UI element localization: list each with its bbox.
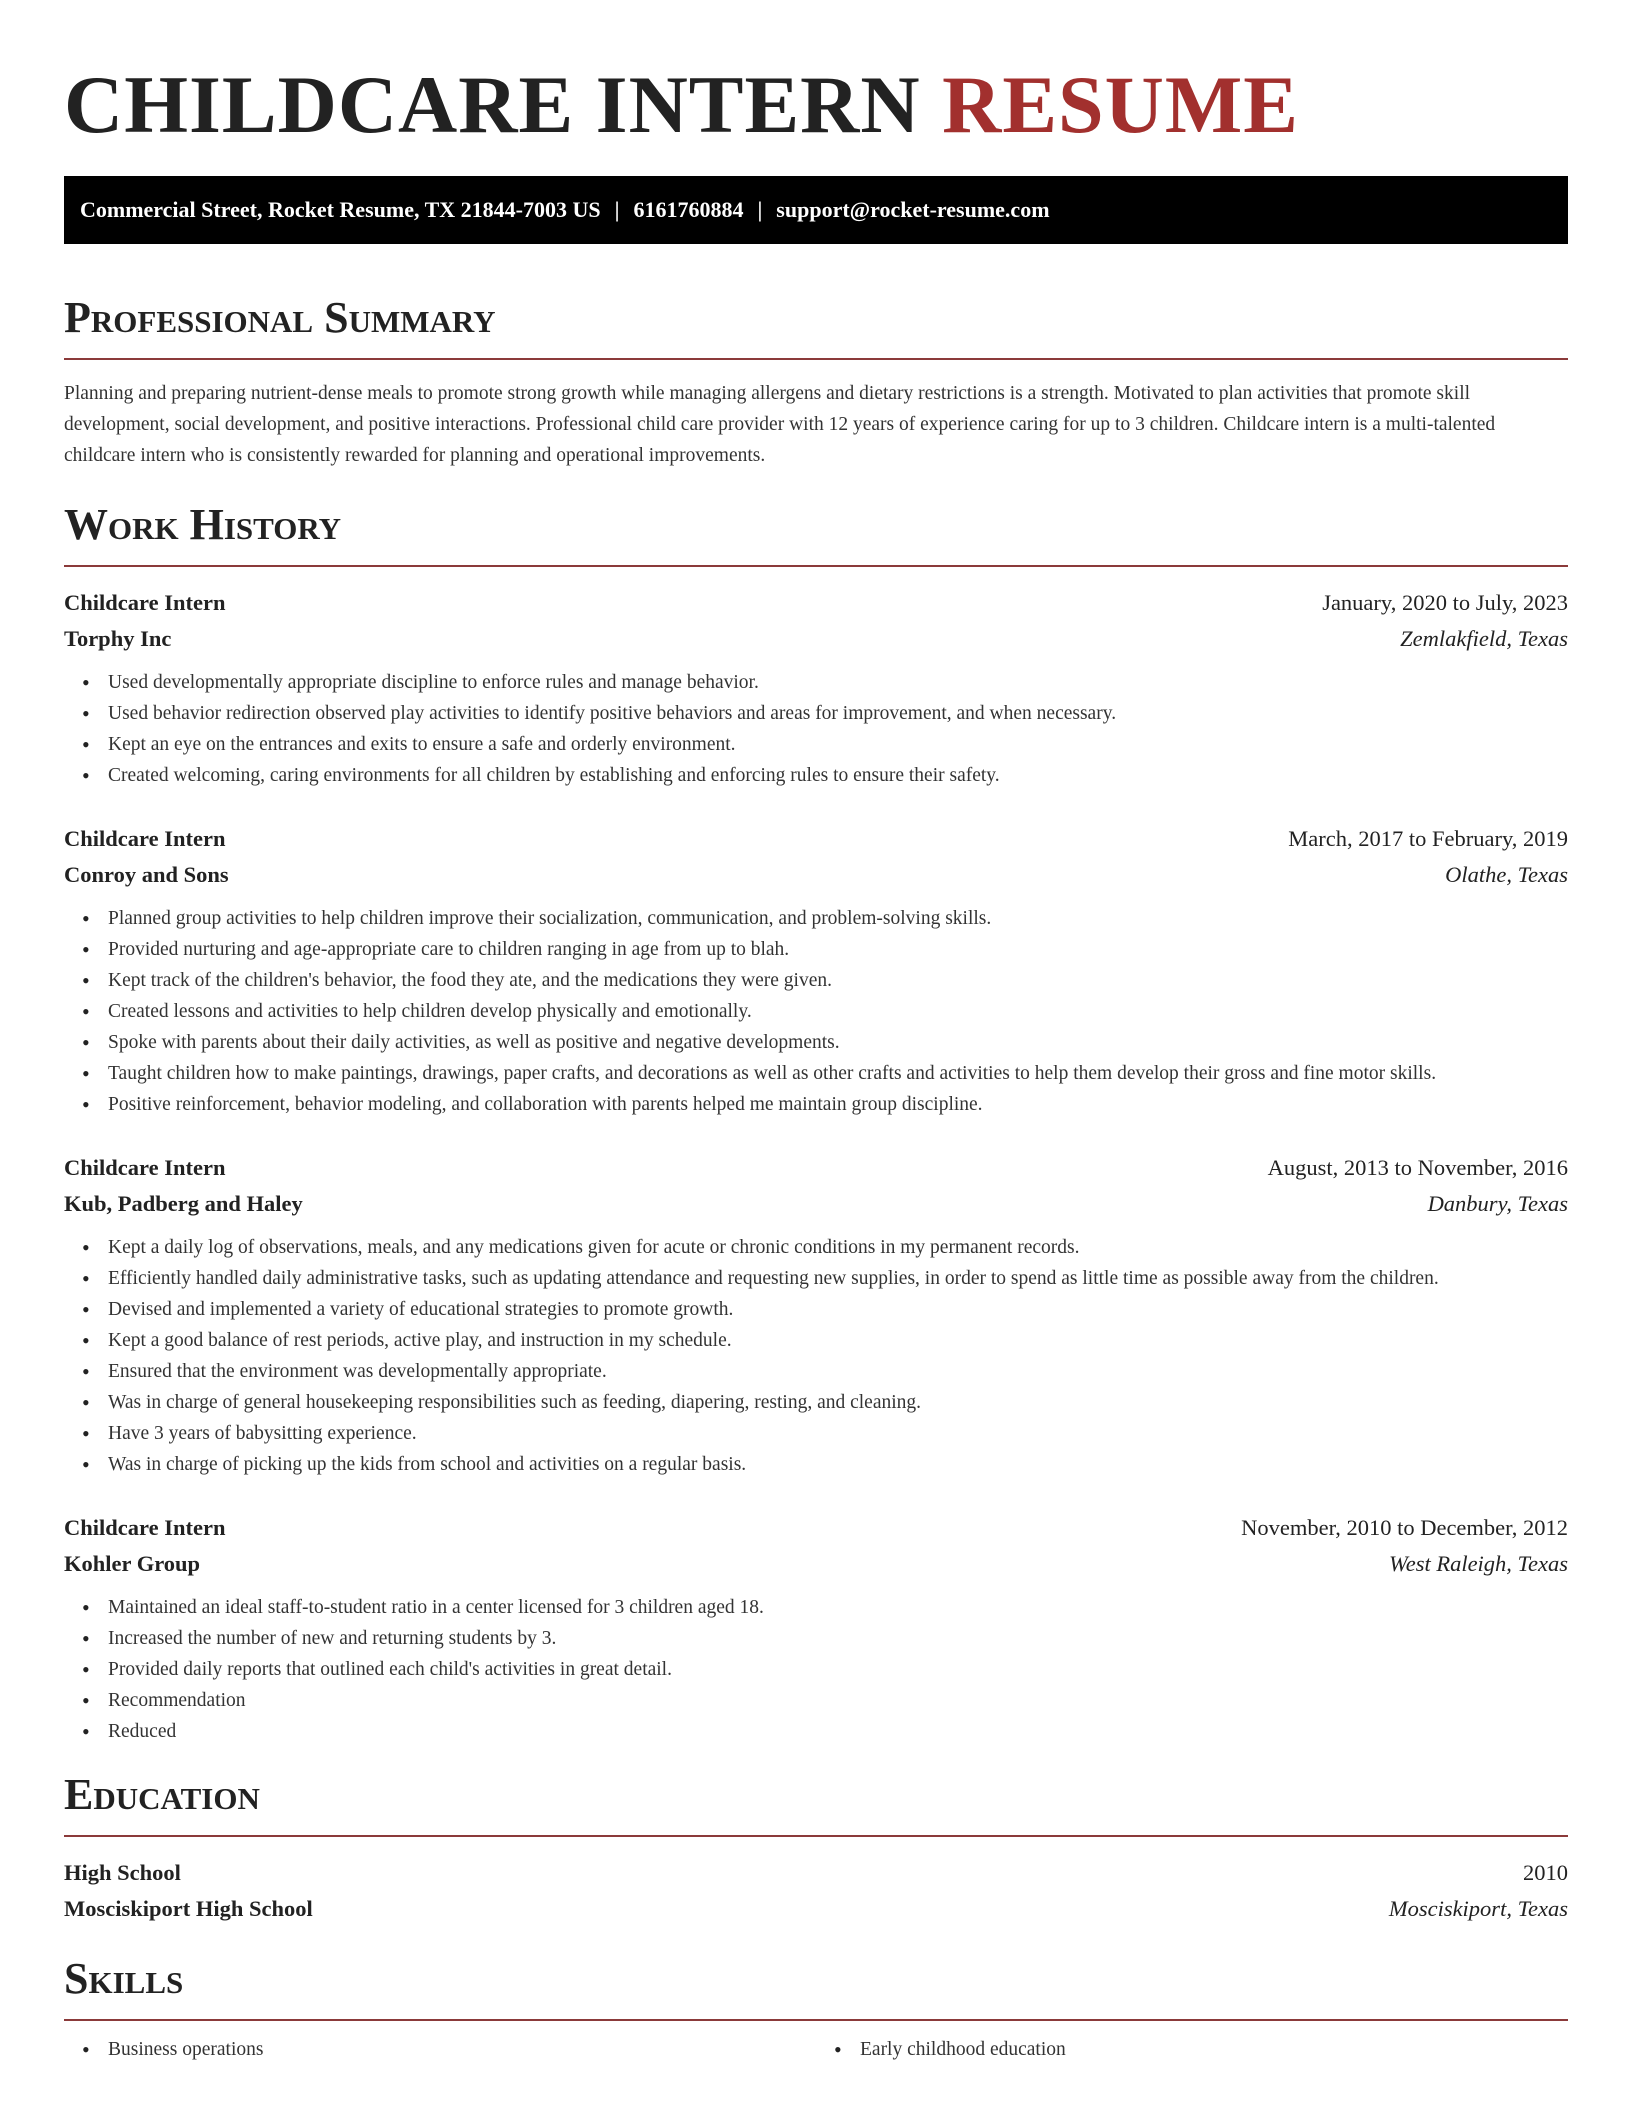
job-location: Danbury, Texas [1427,1191,1568,1216]
summary-text: Planning and preparing nutrient-dense meals to promote strong growth while managing allergens and dietary restrictions is a strength. Motivated to plan activities that promote skill development, social development, and positive interactions. Professional child care provider with 12 years of experience caring for up to 3 children. Childcare intern is a multi-talented childcare intern who is consistently rewarded for planning and operational improvements. [64,383,1496,466]
contact-email[interactable]: support@rocket-resume.com [776,197,1050,222]
work-history-heading: Work History [64,499,1568,567]
job-company-row [64,1546,1568,1582]
education-degree-row [64,1855,1568,1891]
job-duties-list [64,667,1568,791]
title-accent: RESUME [942,59,1299,150]
list-item: • Provided daily reports that outlined each child's activities in great detail. [64,1654,1568,1685]
list-item: • Created lessons and activities to help children develop physically and emotionally. [64,996,1568,1027]
job-location: Zemlakfield, Texas [1400,626,1568,651]
job-title-row [64,585,1568,621]
list-item: • Provided nurturing and age-appropriate care to children ranging in age from up to blah. [64,934,1568,965]
list-item: • Kept a good balance of rest periods, active play, and instruction in my schedule. [64,1325,1568,1356]
job-title: Childcare Intern [64,1155,226,1180]
list-item: • Taught children how to make paintings, drawings, paper crafts, and decorations as well as other crafts and activities to help them develop their gross and fine motor skills. [64,1058,1568,1089]
list-item: • Was in charge of general housekeeping responsibilities such as feeding, diapering, resting, and cleaning. [64,1387,1568,1418]
job-title: Childcare Intern [64,1515,226,1540]
job-company: Torphy Inc [64,626,172,651]
list-item: • Have 3 years of babysitting experience. [64,1418,1568,1449]
education-school: Mosciskiport High School [64,1896,313,1921]
list-item: • Kept track of the children's behavior, the food they ate, and the medications they were given. [64,965,1568,996]
contact-address: Commercial Street, Rocket Resume, TX 21844-7003 US [80,197,601,222]
skill-item: • Business operations [64,2035,816,2065]
job-duties-list [64,903,1568,1120]
job-entry [64,821,1568,1120]
list-item: • Recommendation [64,1685,1568,1716]
skills-column-left [64,2035,816,2065]
job-title-row [64,1510,1568,1546]
job-dates: November, 2010 to December, 2012 [1241,1515,1568,1540]
list-item: • Efficiently handled daily administrative tasks, such as updating attendance and requesting new supplies, in order to spend as little time as possible away from the children. [64,1263,1568,1294]
job-entry [64,1510,1568,1747]
contact-separator: | [757,197,763,222]
job-company: Kohler Group [64,1551,201,1576]
list-item: • Devised and implemented a variety of educational strategies to promote growth. [64,1294,1568,1325]
job-location: West Raleigh, Texas [1389,1551,1568,1576]
list-item: • Used developmentally appropriate discipline to enforce rules and manage behavior. [64,667,1568,698]
job-company: Conroy and Sons [64,862,229,887]
resume-title [64,0,1568,176]
job-dates: January, 2020 to July, 2023 [1322,590,1568,615]
job-dates: March, 2017 to February, 2019 [1288,826,1568,851]
contact-bar [64,176,1568,244]
list-item: • Ensured that the environment was developmentally appropriate. [64,1356,1568,1387]
education-year: 2010 [1523,1860,1568,1885]
skills-column-right [816,2035,1568,2065]
education-degree: High School [64,1860,181,1885]
job-company-row [64,1186,1568,1222]
list-item: • Used behavior redirection observed play activities to identify positive behaviors and areas for improvement, and when necessary. [64,698,1568,729]
job-title: Childcare Intern [64,590,226,615]
skills-list [64,2035,1568,2065]
job-title-row [64,1150,1568,1186]
skills-heading: Skills [64,1953,1568,2021]
job-dates: August, 2013 to November, 2016 [1267,1155,1568,1180]
list-item: • Kept an eye on the entrances and exits to ensure a safe and orderly environment. [64,729,1568,760]
list-item: • Reduced [64,1716,1568,1747]
education-heading: Education [64,1769,1568,1837]
contact-phone[interactable]: 6161760884 [633,197,744,222]
list-item: • Planned group activities to help children improve their socialization, communication, and problem-solving skills. [64,903,1568,934]
job-entry [64,1150,1568,1480]
skill-item: • Early childhood education [816,2035,1568,2065]
job-duties-list [64,1592,1568,1747]
job-title: Childcare Intern [64,826,226,851]
list-item: • Increased the number of new and returning students by 3. [64,1623,1568,1654]
job-location: Olathe, Texas [1445,862,1568,887]
job-title-row [64,821,1568,857]
list-item: • Spoke with parents about their daily activities, as well as positive and negative developments. [64,1027,1568,1058]
job-duties-list [64,1232,1568,1480]
job-company-row [64,621,1568,657]
list-item: • Was in charge of picking up the kids from school and activities on a regular basis. [64,1449,1568,1480]
list-item: • Kept a daily log of observations, meals, and any medications given for acute or chronic conditions in my permanent records. [64,1232,1568,1263]
education-entry [64,1855,1568,1927]
list-item: • Positive reinforcement, behavior modeling, and collaboration with parents helped me maintain group discipline. [64,1089,1568,1120]
education-location: Mosciskiport, Texas [1388,1896,1568,1921]
job-company: Kub, Padberg and Haley [64,1191,303,1216]
title-main: CHILDCARE INTERN [64,59,921,150]
summary-heading: Professional Summary [64,292,1568,360]
list-item: • Created welcoming, caring environments for all children by establishing and enforcing rules to ensure their safety. [64,760,1568,791]
job-company-row [64,857,1568,893]
education-school-row [64,1891,1568,1927]
list-item: • Maintained an ideal staff-to-student ratio in a center licensed for 3 children aged 18. [64,1592,1568,1623]
contact-separator: | [614,197,620,222]
job-entry [64,585,1568,791]
